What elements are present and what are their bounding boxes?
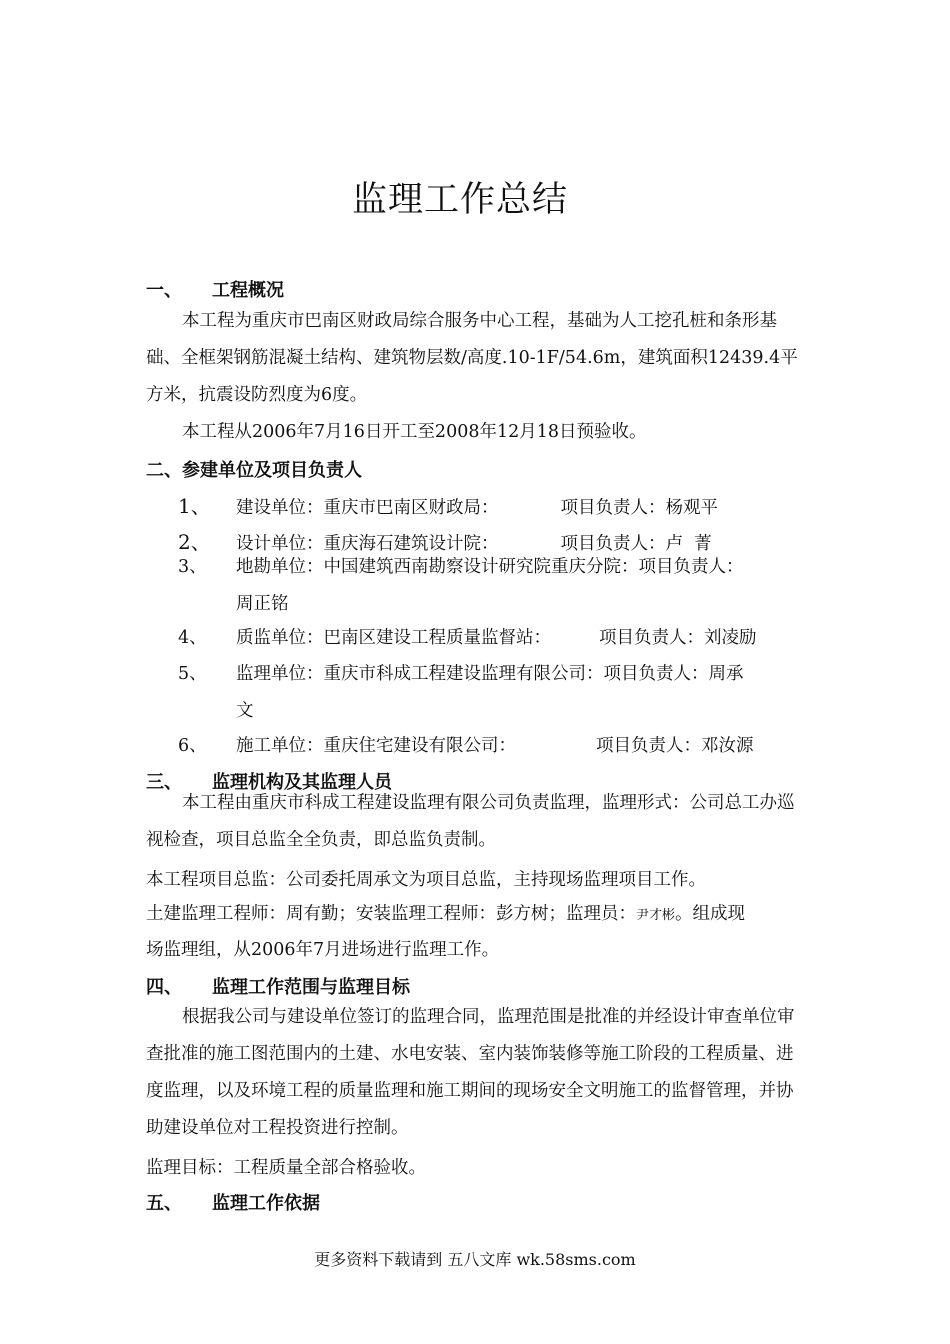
item-unit: 质监单位：巴南区建设工程质量监督站： — [236, 628, 551, 648]
item-unit: 地勘单位：中国建筑西南勘察设计研究院重庆分院： — [236, 557, 639, 577]
section-3-staff-text-end: 。组成现 — [675, 904, 746, 924]
section-1-heading — [146, 276, 284, 302]
section-3-paragraph-3 — [146, 900, 745, 925]
participant-item-4 — [178, 624, 757, 649]
section-5-number: 五、 — [146, 1193, 182, 1214]
section-4-paragraph-1: 根据我公司与建设单位签订的监理合同，监理范围是批准的并经设计审查单位审查批准的施工图范围内的土建、水电安装、室内装饰装修等施工阶段的工程质量、进度监理，以及环境工程的质量监理和施工期间的现场安全文明施工的监督管理，并协助建设单位对工程投资进行控制。 — [146, 1007, 795, 1138]
section-3-number: 三、 — [146, 772, 182, 793]
section-2-heading: 二、参建单位及项目负责人 — [146, 460, 362, 481]
section-3-paragraph-3-continuation: 场监理组，从2006年7月进场进行监理工作。 — [146, 940, 500, 960]
participant-item-6 — [178, 732, 754, 757]
item-leader: 项目负责人：邓汝源 — [596, 736, 754, 756]
item-unit: 施工单位：重庆住宅建设有限公司： — [236, 736, 516, 756]
section-5-heading — [146, 1189, 320, 1215]
item-unit: 建设单位：重庆市巴南区财政局： — [236, 498, 499, 518]
item-unit: 设计单位：重庆海石建筑设计院： — [236, 534, 499, 554]
section-1-paragraph-2: 本工程从2006年7月16日开工至2008年12月18日预验收。 — [182, 422, 647, 442]
section-4-heading — [146, 973, 410, 999]
section-3-staff-text: 土建监理工程师：周有勤；安装监理工程师：彭方树；监理员： — [146, 904, 636, 924]
item-leader: 项目负责人：刘凌励 — [599, 628, 757, 648]
participant-item-2 — [178, 526, 712, 555]
item-leader: 项目负责人：杨观平 — [560, 498, 718, 518]
section-3-paragraph-1: 本工程由重庆市科成工程建设监理有限公司负责监理，监理形式：公司总工办巡视检查，项目总监全全负责，即总监负责制。 — [146, 793, 795, 850]
section-1-paragraph-1: 本工程为重庆市巴南区财政局综合服务中心工程，基础为人工挖孔桩和条形基础、全框架钢筋混凝土结构、建筑物层数/高度.10-1F/54.6m，建筑面积12439.4平方米，抗震设防烈度为6度。 — [146, 311, 798, 405]
participant-item-1 — [178, 490, 718, 519]
section-4-paragraph-2: 监理目标：工程质量全部合格验收。 — [146, 1158, 426, 1178]
item-number: 3、 — [178, 557, 207, 577]
participant-item-5 — [178, 660, 744, 685]
item-number: 4、 — [178, 628, 207, 648]
item-number: 6、 — [178, 736, 207, 756]
section-4-title: 监理工作范围与监理目标 — [212, 977, 410, 998]
item-unit: 监理单位：重庆市科成工程建设监理有限公司： — [236, 664, 604, 684]
item-number: 2、 — [178, 530, 211, 554]
section-5-title: 监理工作依据 — [212, 1193, 320, 1214]
section-4-number: 四、 — [146, 977, 182, 998]
supervisor-name: 尹才彬 — [636, 908, 676, 923]
participant-item-3 — [178, 553, 744, 578]
section-1-title: 工程概况 — [212, 280, 284, 301]
item-number: 5、 — [178, 664, 207, 684]
section-3-title: 监理机构及其监理人员 — [212, 772, 392, 793]
item-leader: 项目负责人：卢 菁 — [560, 534, 712, 554]
document-title: 监理工作总结 — [351, 180, 568, 220]
page-footer: 更多资料下载请到 五八文库 wk.58sms.com — [314, 1250, 636, 1269]
section-1-number: 一、 — [146, 280, 182, 301]
section-3-paragraph-2: 本工程项目总监：公司委托周承文为项目总监，主持现场监理项目工作。 — [146, 870, 706, 890]
participant-item-3-continuation: 周正铭 — [236, 594, 289, 614]
participant-item-5-continuation: 文 — [236, 701, 254, 721]
item-number: 1、 — [178, 494, 211, 518]
item-leader: 项目负责人： — [638, 557, 744, 577]
item-leader: 项目负责人：周承 — [603, 664, 744, 684]
